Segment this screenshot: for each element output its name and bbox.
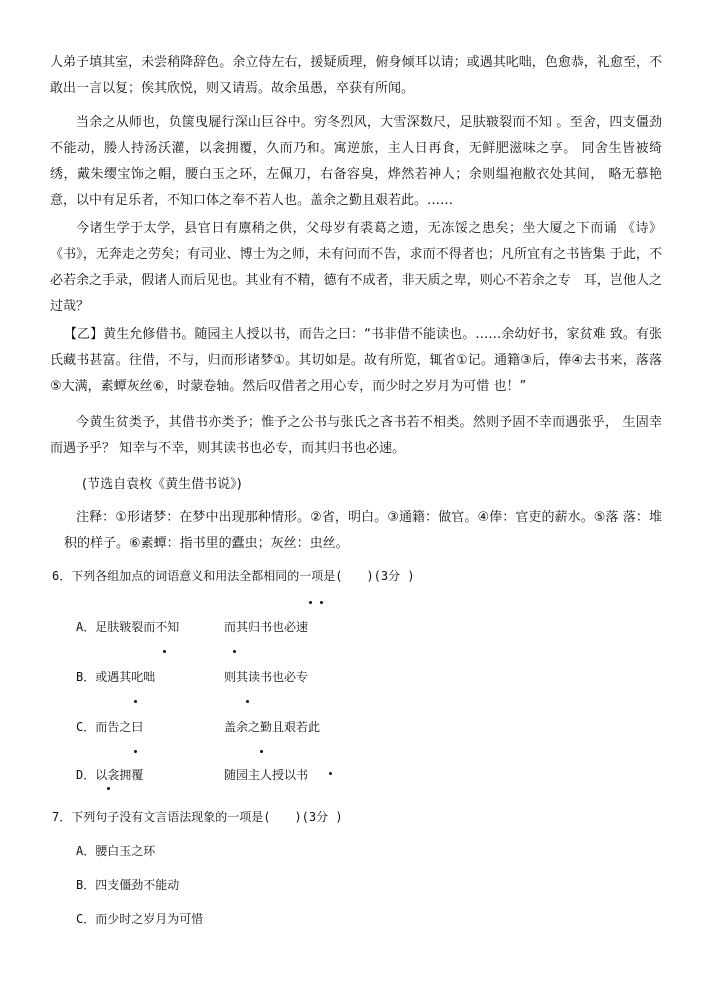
option-label: A．腰白玉之环 xyxy=(76,844,156,858)
option-label: C．而告之曰 xyxy=(76,720,144,734)
emphasis-dot xyxy=(107,787,110,790)
option-pair: 则其读书也必专 xyxy=(224,670,309,684)
question-6-option-b xyxy=(76,668,309,686)
emphasis-dot xyxy=(320,601,323,604)
option-pair: 而其归书也必速 xyxy=(224,620,309,634)
passage-paragraph-1: 人弟子填其室，未尝稍降辞色。余立侍左右，援疑质理，俯身倾耳以请；或遇其叱咄，色愈恭，礼愈至，不敢出一言以复；俟其欣悦，则又请焉。故余虽愚，卒获有所闻。 xyxy=(50,55,662,96)
passage-paragraph-yi: 【乙】黄生允修借书。随园主人授以书，而告之曰：“书非借不能读也。……余幼好书，家贫难 致。有张氏藏书甚富。往借，不与，归而形诸梦①。其切如是。故有所览，辄省①记。通籍③后，俸④去书来，落落⑤大满，素蟫灰丝⑥，时蒙卷轴。然后叹借者之用心专，而少时之岁月为可惜 也！” xyxy=(50,327,662,394)
question-6-option-d xyxy=(76,766,309,784)
option-label: C．而少时之岁月为可惜 xyxy=(76,912,204,926)
emphasis-dot xyxy=(134,750,137,753)
question-6-option-a xyxy=(76,618,309,636)
emphasis-dot xyxy=(246,700,249,703)
question-6-title: 6．下列各组加点的词语意义和用法全都相同的一项是( )(3分 ) xyxy=(52,569,415,583)
question-7-title: 7．下列句子没有文言语法现象的一项是( )(3分 ) xyxy=(52,810,343,824)
emphasis-dot xyxy=(163,650,166,653)
question-7-option-a xyxy=(76,842,155,860)
annotation-notes: 注释：①形诸梦：在梦中出现那种情形。②省，明白。③通籍：做官。④俸：官吏的薪水。⑤落 落：堆积的样子。⑥素蟫：指书里的蠹虫；灰丝：虫丝。 xyxy=(64,510,662,551)
question-7-option-b xyxy=(76,876,179,894)
option-label: B．四支僵劲不能动 xyxy=(76,878,180,892)
passage-source: (节选自袁枚《黄生借书说》) xyxy=(82,477,242,492)
question-7-option-c xyxy=(76,910,203,928)
emphasis-dot xyxy=(134,700,137,703)
option-label: B．或遇其叱咄 xyxy=(76,670,156,684)
option-pair: 随园主人授以书 xyxy=(224,768,309,782)
option-label: A．足肤皲裂而不知 xyxy=(76,620,180,634)
emphasis-dot xyxy=(260,750,263,753)
question-6-option-c xyxy=(76,718,321,736)
emphasis-dot xyxy=(233,650,236,653)
emphasis-dot xyxy=(329,772,332,775)
passage-paragraph-2: 当余之从师也，负箧曳屣行深山巨谷中。穷冬烈风，大雪深数尺，足肤皲裂而不知 。至舍，四支僵劲不能动，媵人持汤沃灌，以衾拥覆，久而乃和。寓逆旅，主人日再食，无鲜肥滋味之享。 同舍生皆被绮绣，戴朱缨宝饰之帽，腰白玉之环，左佩刀，右备容臭，烨然若神人；余则缊袍敝衣处其间， 略无慕艳意，以中有足乐者，不知口体之奉不若人也。盖余之勤且艰若此。…… xyxy=(50,115,662,208)
emphasis-dot xyxy=(309,601,312,604)
passage-paragraph-3: 今诸生学于太学，县官日有廪稍之供，父母岁有裘葛之遗，无冻馁之患矣；坐大厦之下而诵 《诗》《书》，无奔走之劳矣；有司业、博士为之师，未有问而不告，求而不得者也；凡所宜有之书皆集 于此，不必若余之手录，假诸人而后见也。其业有不精，德有不成者，非天质之卑，则心不若余之专 耳，岂他人之过哉？ xyxy=(50,221,662,314)
passage-paragraph-5: 今黄生贫类予，其借书亦类予；惟予之公书与张氏之吝书若不相类。然则予固不幸而遇张乎， 生固幸而遇予乎？ 知幸与不幸，则其读书也必专，而其归书也必速。 xyxy=(50,415,662,456)
option-label: D．以衾拥覆 xyxy=(76,768,144,782)
option-pair: 盖余之勤且艰若此 xyxy=(224,720,321,734)
